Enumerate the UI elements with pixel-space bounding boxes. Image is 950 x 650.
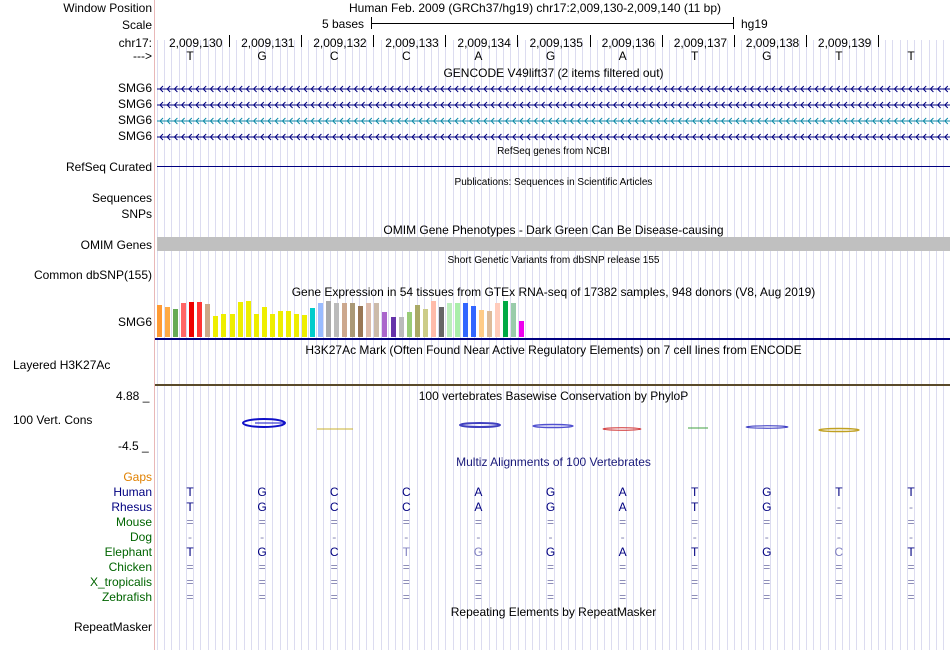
- multiz-base: C: [329, 545, 339, 559]
- multiz-base: =: [619, 560, 627, 574]
- sequence-base: A: [618, 49, 627, 63]
- multiz-base: =: [546, 515, 554, 529]
- multiz-base: =: [835, 515, 843, 529]
- scale-bases: 5 bases: [322, 17, 365, 31]
- multiz-base: A: [618, 545, 627, 559]
- ruler-tick: [229, 35, 230, 47]
- strand-label: --->: [133, 49, 152, 63]
- phylop-label[interactable]: 100 Vert. Cons: [13, 413, 93, 427]
- multiz-base: -: [332, 530, 337, 544]
- multiz-base: -: [836, 500, 841, 514]
- multiz-species-label[interactable]: Chicken: [108, 560, 152, 574]
- multiz-species-label[interactable]: Zebrafish: [101, 590, 152, 604]
- multiz-base: T: [691, 485, 699, 499]
- multiz-base: C: [401, 485, 411, 499]
- ruler-position-label: 2,009,131: [241, 36, 295, 50]
- gencode-item-label-4[interactable]: SMG6: [117, 129, 152, 143]
- window-position-label: Window Position: [63, 1, 152, 15]
- multiz-base: -: [692, 530, 697, 544]
- dbsnp-label[interactable]: Common dbSNP(155): [33, 268, 152, 282]
- gtex-tissue-bar[interactable]: [399, 317, 404, 337]
- gtex-tissue-bar[interactable]: [455, 303, 460, 337]
- gtex-tissue-bar[interactable]: [157, 305, 162, 337]
- multiz-base: =: [330, 575, 338, 589]
- scale-bar: [371, 23, 733, 24]
- multiz-base: T: [691, 545, 699, 559]
- publications-label-sequences[interactable]: Sequences: [91, 191, 152, 205]
- multiz-base: T: [402, 545, 410, 559]
- phylop-ymin-label: -4.5 _: [118, 439, 149, 453]
- multiz-base: -: [620, 530, 625, 544]
- multiz-species-label[interactable]: Human: [113, 485, 152, 499]
- h3k27ac-label[interactable]: Layered H3K27Ac: [13, 358, 111, 372]
- window-position-value: Human Feb. 2009 (GRCh37/hg19) chr17:2,009,130-2,009,140 (11 bp): [349, 1, 722, 15]
- multiz-base: =: [907, 515, 915, 529]
- multiz-base: G: [257, 545, 267, 559]
- gtex-tissue-bar[interactable]: [254, 314, 259, 337]
- multiz-base: =: [835, 590, 843, 604]
- gtex-tissue-bar[interactable]: [439, 307, 444, 337]
- multiz-base: =: [619, 575, 627, 589]
- multiz-base: -: [260, 530, 265, 544]
- multiz-base: =: [474, 515, 482, 529]
- gtex-expression-bars[interactable]: [157, 300, 557, 337]
- multiz-base: A: [474, 500, 483, 514]
- ruler-tick: [734, 35, 735, 47]
- multiz-base: =: [763, 590, 771, 604]
- ruler-position-label: 2,009,138: [745, 36, 800, 50]
- multiz-base: =: [691, 560, 699, 574]
- phylop-track-title[interactable]: 100 vertebrates Basewise Conservation by PhyloP: [418, 389, 689, 403]
- multiz-base: T: [186, 485, 194, 499]
- dbsnp-track-title[interactable]: Short Genetic Variants from dbSNP release 155: [447, 255, 660, 266]
- multiz-base: C: [834, 545, 844, 559]
- sequence-base: T: [691, 49, 699, 63]
- multiz-base: G: [473, 545, 484, 559]
- multiz-base: -: [404, 530, 409, 544]
- sequence-base: C: [329, 49, 339, 63]
- gtex-tissue-bar[interactable]: [334, 303, 339, 337]
- gtex-tissue-bar[interactable]: [326, 301, 331, 337]
- gtex-tissue-bar[interactable]: [374, 303, 379, 337]
- multiz-base: -: [764, 530, 769, 544]
- gtex-tissue-bar[interactable]: [262, 307, 267, 337]
- gtex-tissue-bar[interactable]: [294, 314, 299, 337]
- phylop-logo-glyphs[interactable]: [155, 412, 950, 436]
- multiz-species-label[interactable]: Dog: [129, 530, 152, 544]
- refseq-track-title[interactable]: RefSeq genes from NCBI: [497, 146, 610, 157]
- repeatmasker-track-title[interactable]: Repeating Elements by RepeatMasker: [450, 605, 657, 619]
- gencode-item-label-1[interactable]: SMG6: [117, 81, 152, 95]
- multiz-base: =: [186, 560, 194, 574]
- scale-assembly: hg19: [741, 17, 768, 31]
- gtex-tissue-bar[interactable]: [479, 310, 484, 337]
- gtex-tissue-bar[interactable]: [495, 303, 500, 337]
- multiz-base: G: [762, 545, 772, 559]
- gtex-tissue-bar[interactable]: [431, 301, 436, 337]
- gtex-tissue-bar[interactable]: [350, 303, 355, 337]
- multiz-base: =: [330, 560, 338, 574]
- multiz-base: =: [186, 590, 194, 604]
- gencode-item-label-3[interactable]: SMG6: [117, 113, 152, 127]
- repeatmasker-label[interactable]: RepeatMasker: [73, 620, 152, 634]
- multiz-base: =: [474, 560, 482, 574]
- multiz-base: T: [907, 485, 915, 499]
- multiz-base: T: [835, 485, 843, 499]
- gtex-tissue-bar[interactable]: [511, 303, 516, 337]
- gtex-tissue-bar[interactable]: [197, 302, 202, 337]
- multiz-base: =: [763, 560, 771, 574]
- chrom-label: chr17:: [118, 36, 152, 50]
- gtex-tissue-bar[interactable]: [205, 304, 210, 337]
- gtex-tissue-bar[interactable]: [278, 311, 283, 337]
- gtex-tissue-bar[interactable]: [382, 312, 387, 337]
- multiz-base: G: [545, 500, 556, 514]
- gtex-tissue-bar[interactable]: [213, 316, 218, 337]
- gencode-transcript-2[interactable]: [157, 99, 950, 111]
- gencode-item-label-2[interactable]: SMG6: [117, 97, 152, 111]
- multiz-base: =: [835, 560, 843, 574]
- gtex-track-title[interactable]: Gene Expression in 54 tissues from GTEx RNA-seq of 17382 samples, 948 donors (V8, Aug 2019): [291, 285, 816, 299]
- gtex-tissue-bar[interactable]: [221, 314, 226, 337]
- multiz-base: =: [258, 575, 266, 589]
- scale-bar-right: [733, 17, 734, 29]
- multiz-base: C: [329, 500, 339, 514]
- gencode-transcript-1[interactable]: [157, 83, 950, 95]
- ruler-tick: [445, 35, 446, 47]
- multiz-base: =: [763, 515, 771, 529]
- publications-label-snps[interactable]: SNPs: [121, 207, 152, 221]
- gtex-tissue-bar[interactable]: [366, 303, 371, 337]
- multiz-base: =: [258, 590, 266, 604]
- gtex-tissue-bar[interactable]: [519, 321, 524, 337]
- sequence-base: T: [907, 49, 915, 63]
- multiz-base: =: [186, 515, 194, 529]
- ruler-position-label: 2,009,135: [529, 36, 583, 50]
- h3k27ac-baseline: [155, 384, 950, 386]
- ruler-position-label: 2,009,136: [601, 36, 655, 50]
- sequence-base: G: [545, 49, 556, 63]
- multiz-species-label[interactable]: Elephant: [104, 545, 152, 559]
- multiz-base: T: [691, 500, 699, 514]
- gtex-label[interactable]: SMG6: [117, 315, 152, 329]
- gtex-tissue-bar[interactable]: [189, 302, 194, 337]
- multiz-base: -: [548, 530, 553, 544]
- gtex-tissue-bar[interactable]: [447, 303, 452, 337]
- multiz-base: C: [401, 500, 411, 514]
- ruler-position-label: 2,009,132: [313, 36, 367, 50]
- gtex-tissue-bar[interactable]: [173, 309, 178, 337]
- multiz-base: =: [330, 515, 338, 529]
- multiz-base: -: [909, 530, 913, 544]
- multiz-base: -: [476, 530, 481, 544]
- gencode-transcript-3[interactable]: [157, 115, 950, 127]
- ruler-tick: [878, 35, 879, 47]
- ruler-position-label: 2,009,133: [385, 36, 439, 50]
- gtex-tissue-bar[interactable]: [471, 306, 476, 337]
- multiz-base: G: [762, 500, 772, 514]
- gtex-tissue-bar[interactable]: [318, 303, 323, 337]
- omim-gene-bar[interactable]: [157, 237, 950, 251]
- multiz-base: -: [188, 530, 192, 544]
- ruler-tick: [806, 35, 807, 47]
- multiz-base: =: [402, 575, 410, 589]
- multiz-base: G: [545, 485, 556, 499]
- sequence-base: T: [835, 49, 843, 63]
- multiz-base: T: [186, 545, 194, 559]
- multiz-base: =: [907, 575, 915, 589]
- multiz-base: =: [330, 590, 338, 604]
- refseq-label[interactable]: RefSeq Curated: [65, 160, 152, 174]
- multiz-base: =: [402, 515, 410, 529]
- multiz-base: =: [474, 575, 482, 589]
- gtex-tissue-bar[interactable]: [463, 303, 468, 337]
- omim-label[interactable]: OMIM Genes: [80, 238, 152, 252]
- multiz-base: A: [618, 485, 627, 499]
- ruler-tick: [517, 35, 518, 47]
- multiz-base: A: [474, 485, 483, 499]
- gtex-tissue-bar[interactable]: [407, 312, 412, 337]
- multiz-base: =: [546, 560, 554, 574]
- gtex-tissue-bar[interactable]: [270, 314, 275, 337]
- multiz-base: =: [907, 560, 915, 574]
- multiz-base: -: [909, 500, 913, 514]
- gtex-tissue-bar[interactable]: [246, 301, 251, 337]
- scale-label: Scale: [121, 18, 152, 32]
- multiz-base: =: [691, 575, 699, 589]
- multiz-base: G: [257, 485, 267, 499]
- gtex-baseline: [155, 338, 950, 340]
- gtex-tissue-bar[interactable]: [310, 308, 315, 337]
- multiz-base: =: [691, 515, 699, 529]
- phylop-ymax-label: 4.88 _: [116, 389, 150, 403]
- multiz-base: =: [186, 575, 194, 589]
- sequence-base: A: [474, 49, 483, 63]
- ruler-tick: [301, 35, 302, 47]
- ruler-position-label: 2,009,137: [673, 36, 728, 50]
- gencode-track-title[interactable]: GENCODE V49lift37 (2 items filtered out): [443, 66, 664, 80]
- multiz-base: -: [836, 530, 841, 544]
- gtex-tissue-bar[interactable]: [165, 307, 170, 337]
- multiz-species-label[interactable]: Mouse: [115, 515, 152, 529]
- gtex-tissue-bar[interactable]: [358, 306, 363, 337]
- gtex-tissue-bar[interactable]: [487, 311, 492, 337]
- h3k27ac-track-title[interactable]: H3K27Ac Mark (Often Found Near Active Regulatory Elements) on 7 cell lines from ENCODE: [305, 343, 802, 357]
- gtex-tissue-bar[interactable]: [238, 302, 243, 337]
- gtex-tissue-bar[interactable]: [286, 311, 291, 337]
- multiz-base: T: [186, 500, 194, 514]
- multiz-base: =: [691, 590, 699, 604]
- publications-track-title[interactable]: Publications: Sequences in Scientific Articles: [454, 177, 653, 188]
- gtex-tissue-bar[interactable]: [181, 303, 186, 337]
- ruler-position-label: 2,009,134: [457, 36, 511, 50]
- ruler-position-label: 2,009,130: [169, 36, 223, 50]
- multiz-base: G: [762, 485, 772, 499]
- sequence-base: C: [401, 49, 411, 63]
- multiz-base: C: [329, 485, 339, 499]
- gtex-tissue-bar[interactable]: [423, 309, 428, 337]
- multiz-base: =: [258, 560, 266, 574]
- omim-track-title[interactable]: OMIM Gene Phenotypes - Dark Green Can Be Disease-causing: [383, 223, 724, 237]
- multiz-base: =: [474, 590, 482, 604]
- multiz-base: T: [907, 545, 915, 559]
- multiz-base: =: [907, 590, 915, 604]
- refseq-gene-line[interactable]: [157, 166, 950, 167]
- sequence-base: T: [186, 49, 194, 63]
- gtex-tissue-bar[interactable]: [230, 314, 235, 337]
- ruler-tick: [662, 35, 663, 47]
- multiz-species-label[interactable]: Rhesus: [111, 500, 152, 514]
- multiz-base: =: [835, 575, 843, 589]
- multiz-base: =: [763, 575, 771, 589]
- multiz-base: G: [257, 500, 267, 514]
- gtex-tissue-bar[interactable]: [415, 305, 420, 337]
- multiz-species-label[interactable]: X_tropicalis: [89, 575, 152, 589]
- gtex-tissue-bar[interactable]: [342, 303, 347, 337]
- gtex-tissue-bar[interactable]: [302, 315, 307, 337]
- ruler-position-label: 2,009,139: [817, 36, 872, 50]
- multiz-base: =: [619, 515, 627, 529]
- multiz-base: =: [402, 560, 410, 574]
- ruler-tick: [590, 35, 591, 47]
- multiz-gaps-label[interactable]: Gaps: [123, 470, 152, 484]
- multiz-base: =: [546, 590, 554, 604]
- ruler-tick: [373, 35, 374, 47]
- multiz-base: =: [402, 590, 410, 604]
- sequence-base: G: [762, 49, 772, 63]
- gencode-transcript-4[interactable]: [157, 131, 950, 143]
- multiz-base: =: [258, 515, 266, 529]
- multiz-base: =: [546, 575, 554, 589]
- sequence-base: G: [257, 49, 267, 63]
- multiz-base: A: [618, 500, 627, 514]
- multiz-base: G: [545, 545, 556, 559]
- multiz-track-title[interactable]: Multiz Alignments of 100 Vertebrates: [456, 455, 651, 469]
- gtex-tissue-bar[interactable]: [503, 301, 508, 337]
- multiz-base: =: [619, 590, 627, 604]
- gtex-tissue-bar[interactable]: [391, 317, 396, 337]
